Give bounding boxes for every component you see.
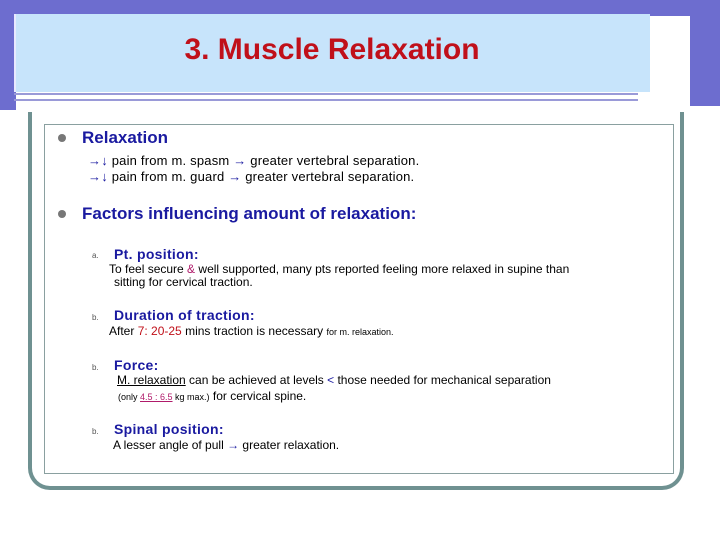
section-heading-factors: Factors influencing amount of relaxation: [82,204,417,223]
relaxation-line-1: →↓ pain from m. spasm → greater vertebral separation. [88,153,420,168]
item-label-duration: Duration of traction: [114,307,255,323]
relaxation-line-2: →↓ pain from m. guard → greater vertebral separation. [88,169,415,184]
slide-title: 3. Muscle Relaxation [184,33,480,66]
title-rule [14,93,638,95]
right-bar [690,14,720,106]
spinal-position-text: A lesser angle of pull → greater relaxation. [113,438,340,452]
duration-text: After 7: 20-25 mins traction is necessary for m. relaxation. [109,324,394,338]
item-letter: b. [92,427,99,436]
arrow-down-icon: →↓ [88,153,108,168]
force-text-2: (only 4.5 : 6.5 kg max.) for cervical spine. [118,389,307,403]
item-letter: a. [92,251,99,260]
item-label-force: Force: [114,357,159,373]
pt-position-text-1: To feel secure & well supported, many pts reported feeling more relaxed in supine than [109,262,570,276]
bullet-icon [58,210,66,218]
item-letter: b. [92,313,99,322]
pt-position-text-2: sitting for cervical traction. [114,275,253,289]
arrow-right-icon: → [233,153,247,168]
section-heading-relaxation: Relaxation [82,128,168,147]
arrow-down-icon: →↓ [88,169,108,184]
title-rule [14,99,638,101]
bullet-icon [58,134,66,142]
arrow-right-icon: → [227,438,240,452]
item-label-spinal-position: Spinal position: [114,421,224,437]
item-letter: b. [92,363,99,372]
force-text-1: M. relaxation can be achieved at levels < those needed for mechanical separation [117,373,551,387]
item-label-pt-position: Pt. position: [114,246,199,262]
arrow-right-icon: → [228,169,242,184]
